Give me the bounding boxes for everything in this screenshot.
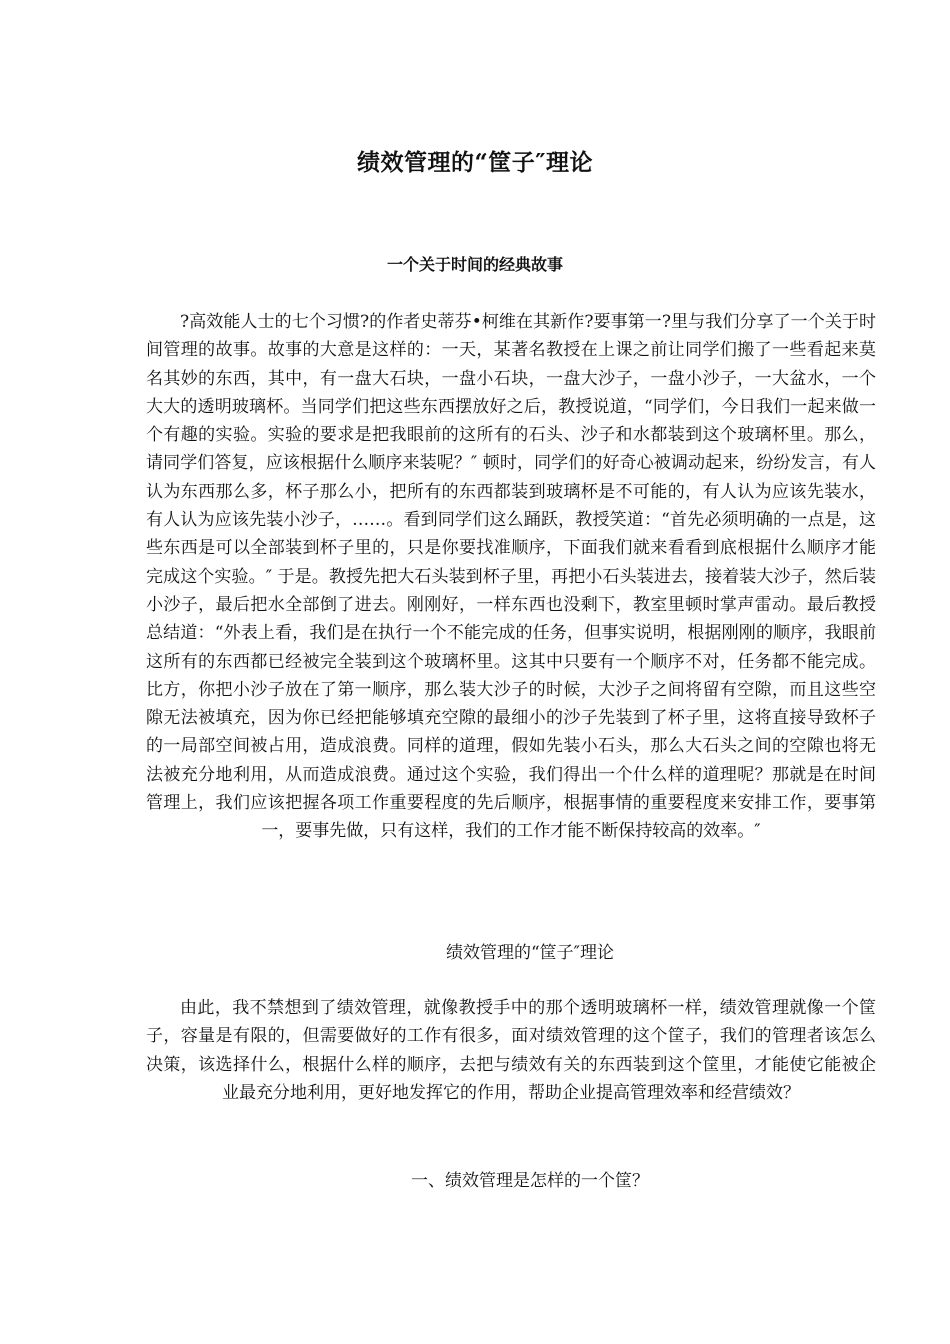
subsection-heading: 一、绩效管理是怎样的一个筐？	[411, 1171, 649, 1191]
story-paragraph: ?高效能人士的七个习惯?的作者史蒂芬•柯维在其新作?要事第一?里与我们分享了一个关于时间管理的故事。故事的大意是这样的：一天，某著名教授在上课之前让同学们搬了一些看起来莫名其妙的东西，其中，有一盘大石块，一盘小石块，一盘大沙子，一盘小沙子，一大盆水，一个大大的透明玻璃杯。当同学们把这些东西摆放好之后，教授说道，“同学们，今日我们一起来做一个有趣的实验。实验的要求是把我眼前的这所有的石头、沙子和水都装到这个玻璃杯里。那么，请同学们答复，应该根据什么顺序来装呢？″ 顿时，同学们的好奇心被调动起来，纷纷发言，有人认为东西那么多，杯子那么小，把所有的东西都装到玻璃杯是不可能的，有人认为应该先装水，有人认为应该先装小沙子，……。看到同学们这么踊跃，教授笑道：“首先必须明确的一点是，这些东西是可以全部装到杯子里的，只是你要找准顺序，下面我们就来看看到底根据什么顺序才能完成这个实验。″ 于是。教授先把大石头装到杯子里，再把小石头装进去，接着装大沙子，然后装小沙子，最后把水全部倒了进去。刚刚好，一样东西也没剩下，教室里顿时掌声雷动。最后教授总结道：“外表上看，我们是在执行一个不能完成的任务，但事实说明，根据刚刚的顺序，我眼前这所有的东西都已经被完全装到这个玻璃杯里。这其中只要有一个顺序不对，任务都不能完成。比方，你把小沙子放在了第一顺序，那么装大沙子的时候，大沙子之间将留有空隙，而且这些空隙无法被填充，因为你已经把能够填充空隙的最细小的沙子先装到了杯子里，这将直接导致杯子的一局部空间被占用，造成浪费。同样的道理，假如先装小石头，那么大石头之间的空隙也将无法被充分地利用，从而造成浪费。通过这个实验，我们得出一个什么样的道理呢？那就是在时间管理上，我们应该把握各项工作重要程度的先后顺序，根据事情的重要程度来安排工作，要事第一，要事先做，只有这样，我们的工作才能不断保持较高的效率。″	[146, 312, 876, 842]
section-heading: 绩效管理的“筐子″理论	[445, 943, 615, 963]
intro-paragraph: 由此，我不禁想到了绩效管理，就像教授手中的那个透明玻璃杯一样，绩效管理就像一个筐子，容量是有限的，但需要做好的工作有很多，面对绩效管理的这个筐子，我们的管理者该怎么决策，该选择什么，根据什么样的顺序，去把与绩效有关的东西装到这个筐里，才能使它能被企业最充分地利用，更好地发挥它的作用，帮助企业提高管理效率和经营绩效？	[146, 998, 876, 1103]
document-subtitle: 一个关于时间的经典故事	[386, 255, 563, 274]
document-title: 绩效管理的“筐子″理论	[356, 149, 593, 176]
